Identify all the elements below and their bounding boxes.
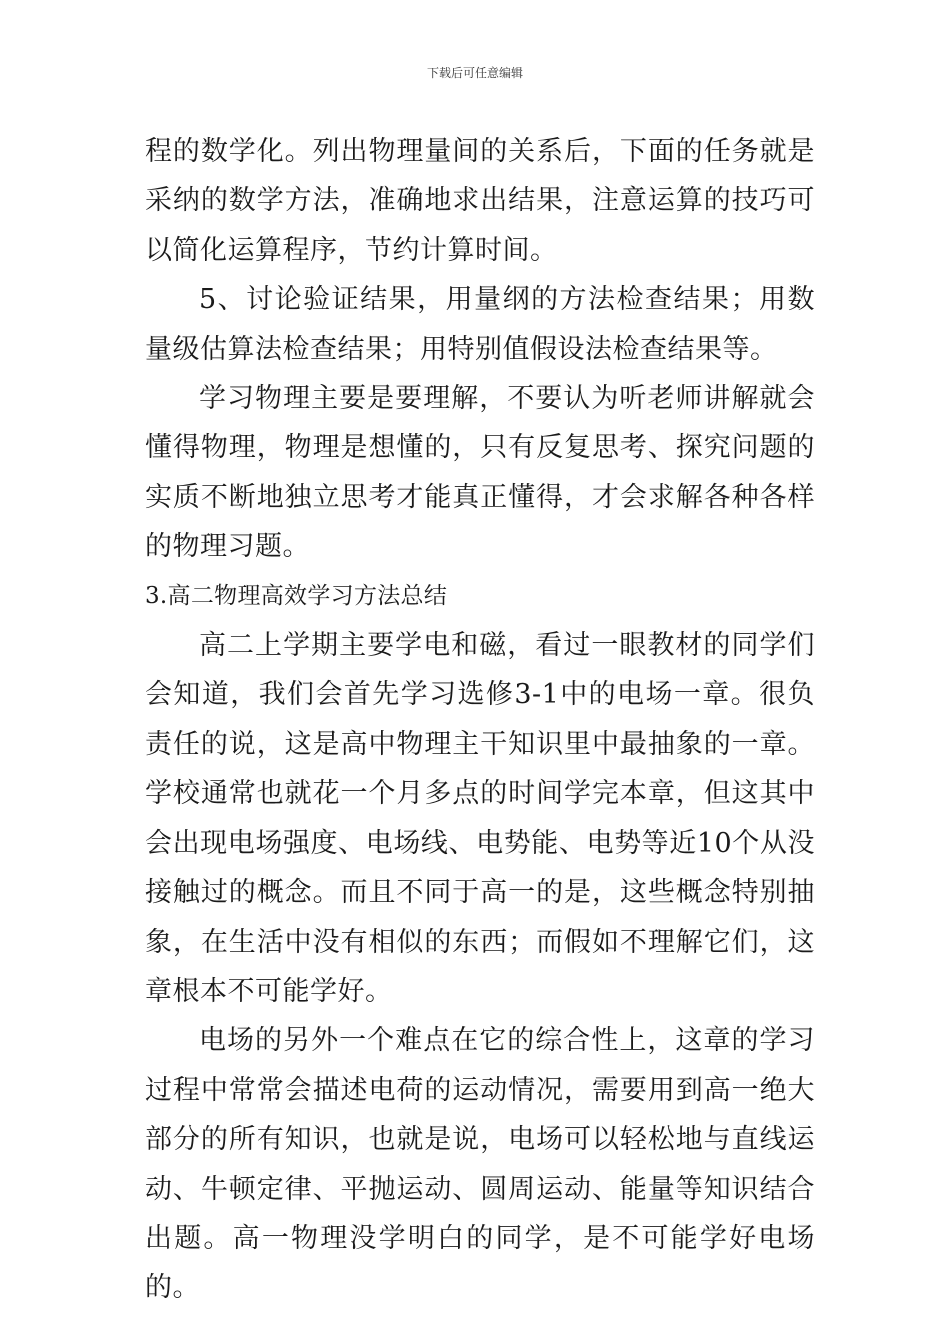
- paragraph-electric-field-difficulty: 电场的另外一个难点在它的综合性上，这章的学习过程中常常会描述电荷的运动情况，需要用到高一绝大部分的所有知识，也就是说，电场可以轻松地与直线运动、牛顿定律、平抛运动、圆周运动、能量等知识结合出题。高一物理没学明白的同学，是不可能学好电场的。: [145, 1025, 815, 1304]
- paragraph-step-5: 5、讨论验证结果，用量纲的方法检查结果；用数量级估算法检查结果；用特别值假设法检查结果等。: [145, 284, 815, 365]
- section-heading: 3.高二物理高效学习方法总结: [145, 582, 448, 609]
- paragraph-electric-field-intro: 高二上学期主要学电和磁，看过一眼教材的同学们会知道，我们会首先学习选修3-1中的电场一章。很负责任的说，这是高中物理主干知识里中最抽象的一章。学校通常也就花一个月多点的时间学完本章，但这其中会出现电场强度、电场线、电势能、电势等近10个从没接触过的概念。而且不同于高一的是，这些概念特别抽象，在生活中没有相似的东西；而假如不理解它们，这章根本不可能学好。: [145, 630, 815, 1007]
- paragraph-continued: 程的数学化。列出物理量间的关系后，下面的任务就是采纳的数学方法，准确地求出结果，注意运算的技巧可以简化运算程序，节约计算时间。: [145, 136, 815, 266]
- paragraph-understanding: 学习物理主要是要理解，不要认为听老师讲解就会懂得物理，物理是想懂的，只有反复思考、探究问题的实质不断地独立思考才能真正懂得，才会求解各种各样的物理习题。: [145, 383, 815, 563]
- page-header: 下载后可任意编辑: [426, 66, 523, 80]
- document-body: [145, 127, 815, 1313]
